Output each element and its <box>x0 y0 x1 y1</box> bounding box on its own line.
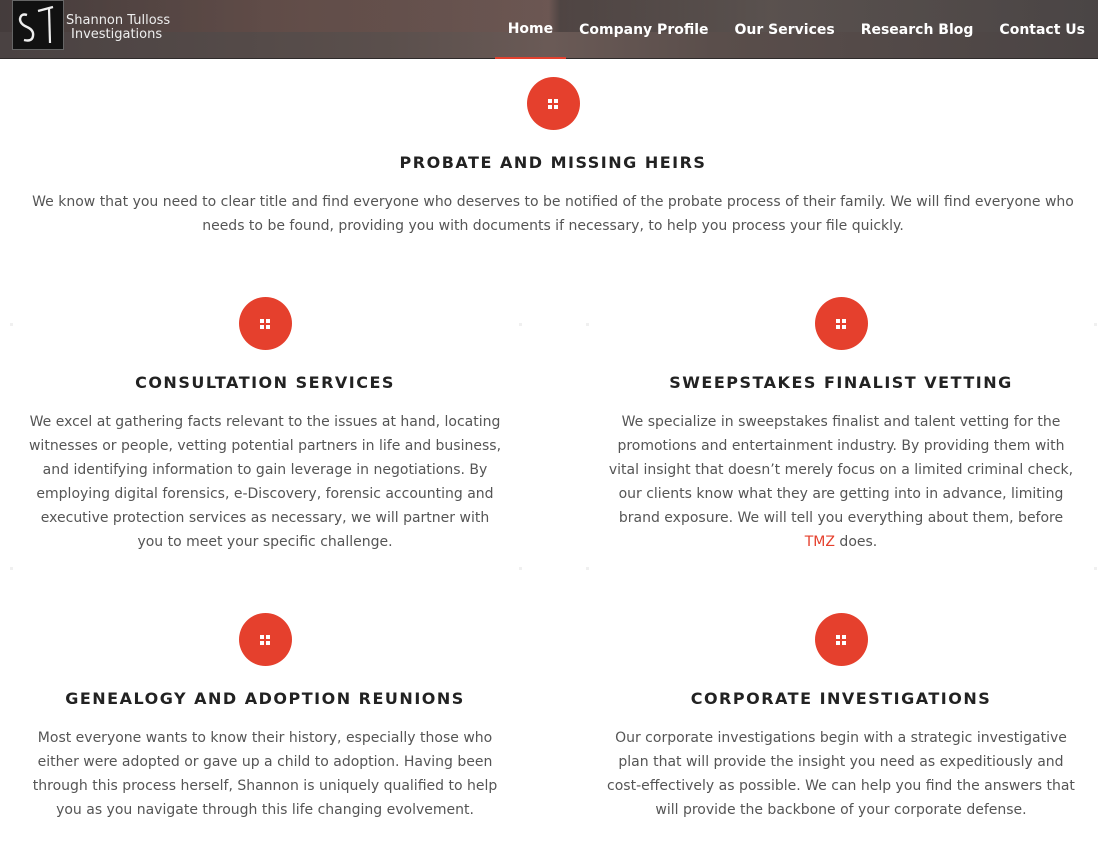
service-title: PROBATE AND MISSING HEIRS <box>399 153 707 172</box>
decor-dot <box>1094 567 1097 570</box>
description-text: We specialize in sweepstakes finalist and talent vetting for the promotions and entertainment industry. By providing them with vital insight that doesn’t merely focus on a limited criminal check, our clients know what they are getting into in advance, limiting brand exposure. We will tell you everything about them, before <box>608 414 1074 526</box>
logo-initials-icon <box>13 1 65 51</box>
tmz-link[interactable]: TMZ <box>804 534 835 550</box>
service-description: We excel at gathering facts relevant to the issues at hand, locating witnesses or people, vetting potential partners in life and business, and identifying information to gain leverage in negotiations. By employing digital forensics, e-Discovery, forensic accounting and executive protection services as necessary, we will partner with you to meet your specific challenge. <box>28 414 502 550</box>
corporate-grid-icon <box>815 613 868 666</box>
decor-dot <box>519 567 522 570</box>
nav-research-blog[interactable]: Research Blog <box>860 21 974 38</box>
logo-mark[interactable] <box>12 0 64 50</box>
description-text-end: does. <box>834 534 878 550</box>
service-description: Most everyone wants to know their history, especially those who either were adopted or gave up a child to adoption. Having been through this process herself, Shannon is uniquely qualified to help you as you navigate through this life changing evolvement. <box>32 730 498 818</box>
service-description <box>606 410 1076 554</box>
consultation-grid-icon <box>239 297 292 350</box>
service-title: SWEEPSTAKES FINALIST VETTING <box>669 373 1013 392</box>
decor-dot <box>586 323 589 326</box>
service-sweepstakes <box>606 297 1076 554</box>
service-consultation <box>28 297 502 554</box>
service-probate <box>30 77 1076 238</box>
decor-dot <box>10 323 13 326</box>
main-nav <box>495 0 1098 59</box>
service-genealogy <box>28 613 502 822</box>
nav-contact-us[interactable]: Contact Us <box>999 21 1085 38</box>
decor-dot <box>1094 323 1097 326</box>
decor-dot <box>10 567 13 570</box>
genealogy-grid-icon <box>239 613 292 666</box>
logo-line-2: Investigations <box>71 27 163 42</box>
site-header <box>0 0 1098 59</box>
service-title: GENEALOGY AND ADOPTION REUNIONS <box>65 689 465 708</box>
logo-text[interactable] <box>66 14 186 42</box>
service-description: We know that you need to clear title and find everyone who deserves to be notified of the probate process of their family. We will find everyone who needs to be found, providing you with documents if necessary, to help you process your file quickly. <box>32 194 1074 234</box>
service-description: Our corporate investigations begin with a strategic investigative plan that will provide the insight you need as expeditiously and cost-effectively as possible. We can help you find the answers that will provide the backbone of your corporate defense. <box>607 730 1075 818</box>
decor-dot <box>586 567 589 570</box>
nav-company-profile[interactable]: Company Profile <box>579 21 709 38</box>
service-corporate <box>606 613 1076 822</box>
nav-home[interactable]: Home <box>495 0 566 59</box>
sweepstakes-grid-icon <box>815 297 868 350</box>
decor-dot <box>519 323 522 326</box>
service-title: CONSULTATION SERVICES <box>135 373 395 392</box>
logo-line-1: Shannon Tulloss <box>66 13 171 28</box>
probate-grid-icon <box>527 77 580 130</box>
service-title: CORPORATE INVESTIGATIONS <box>690 689 992 708</box>
nav-our-services[interactable]: Our Services <box>734 21 835 38</box>
